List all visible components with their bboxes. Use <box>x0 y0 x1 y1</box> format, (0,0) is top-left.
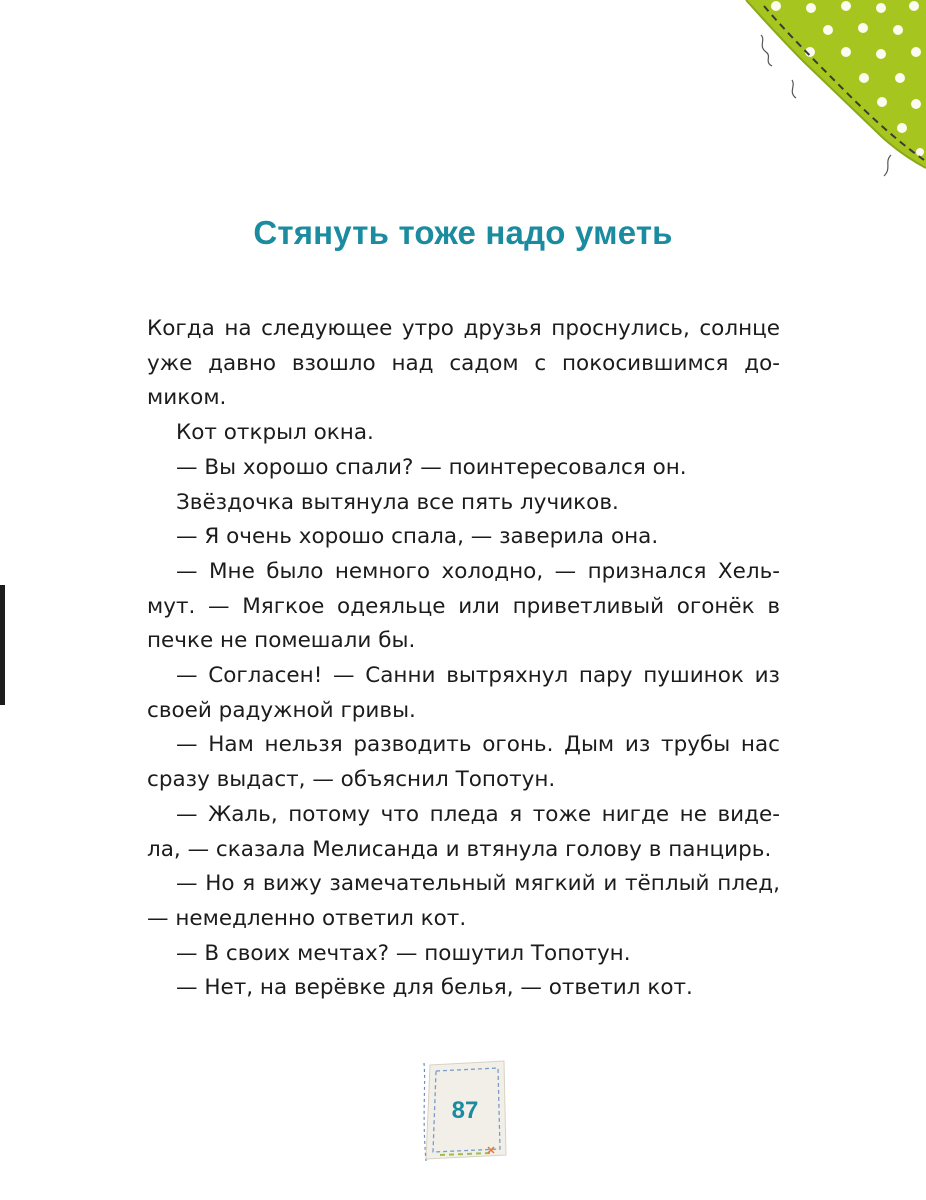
paragraph: Кот открыл окна. <box>176 420 374 446</box>
paragraph: — Нет, на верёвке для белья, — ответил кот. <box>176 975 693 1001</box>
paragraph: — В своих мечтах? — пошутил Топотун. <box>176 940 631 966</box>
paragraph: — Жаль, потому что пледа я тоже нигде не виде-ла, — сказала Мелисанда и втянула голову в панцирь. <box>147 801 780 862</box>
polka-dot-fabric-corner-icon <box>706 0 926 215</box>
paragraph: — Вы хорошо спали? — поинтересовался он. <box>176 454 687 480</box>
paragraph: Когда на следующее утро друзья проснулись, солнце уже давно взошло над садом с покосившимся до-миком. <box>147 316 780 411</box>
paragraph: — Мне было немного холодно, — признался Хель-мут. — Мягкое одеяльце или приветливый огонёк в печке не помешали бы. <box>147 558 780 654</box>
paragraph: — Нам нельзя разводить огонь. Дым из трубы нас сразу выдаст, — объяснил Топотун. <box>147 732 780 793</box>
chapter-title: Стянуть тоже надо уметь <box>253 214 673 251</box>
paragraph: — Согласен! — Санни вытряхнул пару пушинок из своей радужной гривы. <box>147 663 780 723</box>
page-edge-decoration <box>0 585 5 705</box>
paragraph: Звёздочка вытянула все пять лучиков. <box>176 489 619 515</box>
chapter-body <box>147 312 780 1006</box>
page-number: 87 <box>451 1097 479 1124</box>
paragraph: — Я очень хорошо спала, — заверила она. <box>176 524 659 550</box>
paragraph: — Но я вижу замечательный мягкий и тёплый плед, — немедленно ответил кот. <box>147 871 780 931</box>
